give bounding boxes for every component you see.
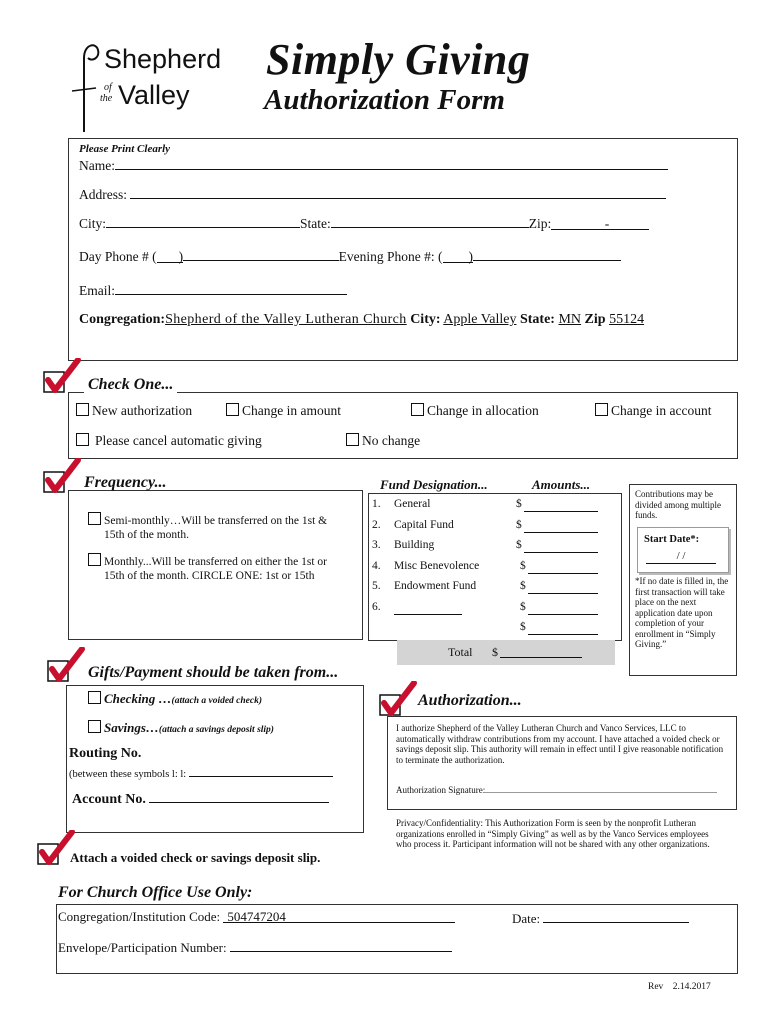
- code-value: 504747204: [227, 909, 286, 924]
- logo: [62, 36, 232, 136]
- checkbox[interactable]: [88, 553, 101, 566]
- monthly-line1: Monthly...Will be transferred on either the 1st or: [104, 556, 327, 568]
- fund-row: [372, 621, 616, 642]
- day-phone-area[interactable]: [157, 249, 183, 263]
- checking-label: Checking …: [104, 691, 172, 706]
- total-box: [397, 640, 615, 665]
- start-date-box: [637, 527, 729, 573]
- total-label: Total: [448, 645, 473, 659]
- congregation-label: Congregation:: [79, 312, 166, 327]
- page-subtitle: Authorization Form: [264, 84, 505, 116]
- congregation-state-value: MN: [558, 312, 582, 327]
- total-dollar: $: [492, 645, 498, 659]
- address-field[interactable]: [130, 185, 666, 199]
- fund-dollar: $: [516, 518, 522, 531]
- start-date-field[interactable]: [646, 550, 716, 564]
- office-date-row: [512, 909, 689, 927]
- account-label: Account No.: [72, 792, 146, 807]
- fund-amount-field[interactable]: [528, 580, 598, 594]
- fund-dollar: $: [520, 580, 526, 592]
- fund-amount-field[interactable]: [524, 519, 598, 533]
- option-change-amount[interactable]: [226, 403, 341, 419]
- start-date-label: Start Date*:: [644, 534, 700, 545]
- date-field[interactable]: [543, 909, 689, 923]
- city-field[interactable]: [106, 214, 300, 228]
- option-label: Change in account: [611, 403, 712, 418]
- fund-num: 1.: [372, 498, 381, 510]
- total-field[interactable]: [500, 644, 582, 658]
- option-new-authorization[interactable]: [76, 403, 192, 419]
- fund-num: 3.: [372, 539, 381, 551]
- option-label: Change in amount: [242, 403, 341, 418]
- account-field[interactable]: [149, 789, 329, 803]
- fund-num: 5.: [372, 580, 381, 592]
- fund-amount-field[interactable]: [524, 539, 598, 553]
- checkmark-icon: [42, 458, 82, 496]
- address-row: [79, 185, 666, 203]
- account-row: [72, 789, 329, 808]
- routing-note: (between these symbols l: l:: [69, 769, 187, 780]
- email-field[interactable]: [115, 281, 347, 295]
- logo-of: of: [104, 82, 112, 93]
- day-phone-field[interactable]: [183, 247, 339, 261]
- fund-dollar: $: [520, 621, 526, 633]
- evening-phone-field[interactable]: [473, 247, 621, 261]
- checkmark-icon: [46, 647, 86, 685]
- state-label: State:: [300, 216, 331, 231]
- option-change-allocation[interactable]: [411, 403, 539, 419]
- name-row: [79, 156, 668, 174]
- fund-amount-field[interactable]: [524, 498, 598, 512]
- check-one-title: Check One...: [84, 376, 177, 394]
- zip-dash: -: [604, 216, 610, 231]
- fund-row: [372, 560, 616, 581]
- signature-field[interactable]: [485, 783, 717, 793]
- congregation-state-label: State:: [519, 312, 555, 327]
- evening-phone-label: Evening Phone #: (: [338, 249, 443, 264]
- state-field[interactable]: [331, 214, 529, 228]
- city-row: [79, 214, 649, 232]
- checkbox[interactable]: [411, 403, 424, 416]
- fund-name: Capital Fund: [394, 518, 454, 531]
- envelope-field[interactable]: [230, 938, 452, 952]
- authorization-text: I authorize Shepherd of the Valley Lutheran Church and Vanco Services, LLC to automatically withdraw contributions from my account. I have attached a voided check or savings deposit slip. This authority will remain in effect until I give reasonable notification to terminate the authorization.: [396, 723, 724, 765]
- option-cancel-giving[interactable]: [76, 433, 262, 449]
- print-clearly: Please Print Clearly: [79, 143, 171, 155]
- fund-amount-field[interactable]: [528, 621, 598, 635]
- savings-label: Savings…: [104, 720, 159, 735]
- routing-row: [69, 764, 333, 780]
- routing-label: Routing No.: [69, 746, 142, 761]
- day-phone-close: ): [178, 249, 184, 264]
- fund-designation-title: Fund Designation...: [380, 477, 488, 492]
- option-checking[interactable]: [88, 691, 262, 707]
- address-label: Address:: [79, 187, 127, 202]
- fund-name: Endowment Fund: [394, 580, 477, 592]
- office-envelope-row: [58, 938, 452, 956]
- checkbox[interactable]: [595, 403, 608, 416]
- checkbox[interactable]: [226, 403, 239, 416]
- checkmark-icon: [42, 358, 82, 396]
- authorization-title: Authorization...: [418, 692, 522, 709]
- city-label: City:: [79, 216, 107, 231]
- fund-name: General: [394, 498, 431, 510]
- email-row: [79, 281, 347, 299]
- semi-line1: Semi-monthly…Will be transferred on the 1st &: [104, 515, 328, 527]
- monthly-line2: 15th of the month. CIRCLE ONE: 1st or 15th: [104, 570, 315, 582]
- phone-row: [79, 247, 621, 265]
- checking-note: (attach a voided check): [171, 696, 263, 706]
- payment-title: Gifts/Payment should be taken from...: [88, 664, 339, 681]
- semi-line2: 15th of the month.: [104, 529, 189, 541]
- checkbox[interactable]: [76, 433, 89, 446]
- option-label: New authorization: [92, 403, 193, 418]
- fund-row: [372, 580, 616, 601]
- congregation-value: Shepherd of the Valley Lutheran Church: [165, 312, 407, 327]
- office-title: For Church Office Use Only:: [58, 884, 253, 901]
- email-label: Email:: [79, 283, 115, 298]
- start-date-sep: / /: [676, 550, 686, 562]
- code-field[interactable]: [223, 909, 455, 923]
- savings-note: (attach a savings deposit slip): [158, 725, 274, 735]
- fund-num: 6.: [372, 600, 381, 613]
- day-phone-label: Day Phone # (: [79, 249, 157, 264]
- checkmark-icon: [378, 681, 418, 719]
- envelope-label: Envelope/Participation Number:: [58, 940, 227, 955]
- checkbox[interactable]: [88, 691, 101, 704]
- option-semi-monthly[interactable]: [88, 512, 358, 542]
- fund-dollar: $: [520, 559, 526, 572]
- side-note-text: Contributions may be divided among multiple funds.: [635, 489, 721, 520]
- option-savings[interactable]: [88, 720, 274, 736]
- option-change-account[interactable]: [595, 403, 711, 419]
- fund-num: 2.: [372, 518, 381, 531]
- evening-phone-area[interactable]: [443, 249, 473, 263]
- name-label: Name:: [79, 158, 115, 173]
- congregation-zip-value: 55124: [609, 312, 645, 327]
- amounts-title: Amounts...: [532, 477, 591, 492]
- checkbox[interactable]: [76, 403, 89, 416]
- checkbox[interactable]: [346, 433, 359, 446]
- frequency-title: Frequency...: [84, 474, 167, 491]
- fund-row: [372, 539, 616, 560]
- logo-shepherd: Shepherd: [104, 44, 222, 74]
- logo-valley: Valley: [118, 80, 190, 110]
- date-label: Date:: [512, 911, 541, 926]
- privacy-text: Privacy/Confidentiality: This Authorization Form is seen by the nonprofit Lutheran organizations enrolled in “Simply Giving” as well as by the Vanco Services employees who process it. Participant information will not be shared with any other organizations.: [396, 818, 710, 849]
- option-label: No change: [362, 433, 421, 448]
- fund-num: 4.: [372, 559, 381, 572]
- congregation-zip-label: Zip: [584, 312, 606, 327]
- checkbox[interactable]: [88, 720, 101, 733]
- evening-phone-close: ): [468, 249, 473, 264]
- option-monthly[interactable]: [88, 553, 358, 583]
- checkbox[interactable]: [88, 512, 101, 525]
- office-code-row: [58, 909, 455, 925]
- congregation-city-label: City:: [410, 312, 441, 327]
- congregation-city-value: Apple Valley: [443, 312, 517, 327]
- fund-amount-field[interactable]: [528, 601, 598, 615]
- shepherd-crook-icon: [62, 36, 102, 136]
- signature-row: [396, 783, 717, 796]
- fund-name: Misc Benevolence: [394, 559, 480, 572]
- signature-label: Authorization Signature:: [396, 785, 486, 795]
- congregation-row: [79, 312, 644, 328]
- page-title: Simply Giving: [266, 35, 531, 84]
- fund-dollar: $: [520, 600, 526, 613]
- revision: Rev 2.14.2017: [648, 982, 711, 992]
- option-no-change[interactable]: [346, 433, 420, 449]
- side-note-footnote: *If no date is filled in, the first transaction will take place on the next application date upon completion of your enrollment in “Simply Giving.”: [635, 576, 729, 649]
- option-label: Change in allocation: [427, 403, 539, 418]
- fund-amount-field[interactable]: [528, 560, 598, 574]
- fund-name-field[interactable]: [394, 601, 462, 615]
- zip-label: Zip:: [528, 216, 552, 231]
- code-label: Congregation/Institution Code:: [58, 909, 221, 924]
- name-field[interactable]: [115, 156, 668, 170]
- routing-field[interactable]: [189, 764, 333, 777]
- fund-dollar: $: [516, 539, 522, 551]
- logo-the: the: [100, 93, 113, 104]
- zip-field[interactable]: [551, 216, 649, 230]
- fund-row: [372, 519, 616, 540]
- option-label: Please cancel automatic giving: [95, 433, 262, 448]
- fund-row: [372, 498, 616, 519]
- fund-row: [372, 601, 616, 622]
- attach-note: Attach a voided check or savings deposit slip.: [70, 850, 321, 865]
- fund-dollar: $: [516, 498, 522, 510]
- fund-rows: [372, 498, 616, 642]
- fund-name: Building: [394, 539, 435, 551]
